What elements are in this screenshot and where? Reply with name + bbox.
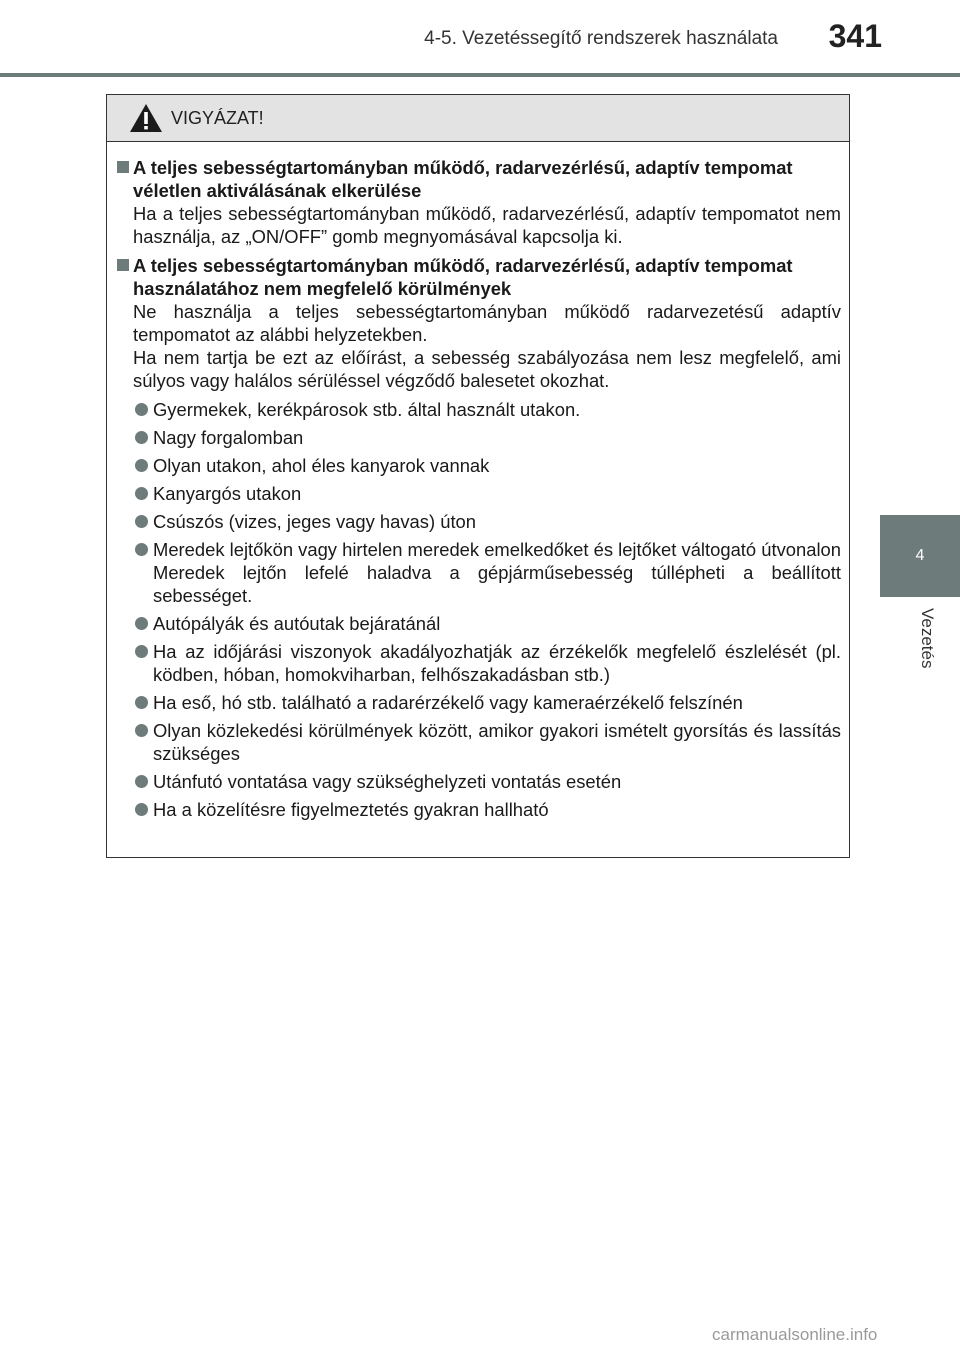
warning-box — [106, 94, 850, 858]
list-item-note: Meredek lejtőn lefelé haladva a gépjárműsebesség túllépheti a beállított sebességet. — [153, 562, 841, 606]
round-bullet-icon — [135, 543, 148, 556]
round-bullet-icon — [135, 403, 148, 416]
round-bullet-icon — [135, 803, 148, 816]
list-item — [115, 691, 841, 714]
list-item — [115, 454, 841, 477]
list-item — [115, 398, 841, 421]
round-bullet-icon — [135, 724, 148, 737]
chapter-tab-number: 4 — [915, 547, 925, 564]
list-item-text: Olyan utakon, ahol éles kanyarok vannak — [153, 455, 490, 476]
round-bullet-icon — [135, 515, 148, 528]
list-item — [115, 538, 841, 607]
square-bullet-icon — [117, 259, 129, 271]
page-number: 341 — [828, 18, 882, 54]
warning-header — [107, 95, 849, 142]
list-item — [115, 640, 841, 686]
warning-title: VIGYÁZAT! — [171, 107, 264, 128]
round-bullet-icon — [135, 645, 148, 658]
list-item — [115, 798, 841, 821]
list-item — [115, 612, 841, 635]
section-paragraph: Ha a teljes sebességtartományban működő, radarvezérlésű, adaptív tempomatot nem használja, az „ON/OFF” gomb megnyomásával kapcsolja ki. — [133, 203, 841, 247]
section-heading — [115, 254, 841, 300]
round-bullet-icon — [135, 487, 148, 500]
section-heading-text: A teljes sebességtartományban működő, radarvezérlésű, adaptív tempomat használatához nem megfelelő körülmények — [133, 255, 793, 299]
list-item-text: Gyermekek, kerékpárosok stb. által használt utakon. — [153, 399, 581, 420]
list-item-text: Kanyargós utakon — [153, 483, 302, 504]
list-item-text: Ha eső, hó stb. található a radarérzékelő vagy kameraérzékelő felszínén — [153, 692, 743, 713]
bullet-list — [115, 398, 841, 821]
section-paragraph: Ne használja a teljes sebességtartományban működő radarvezetésű adaptív tempomatot az alábbi helyzetekben. — [133, 301, 841, 345]
warning-content — [107, 142, 849, 821]
list-item-text: Csúszós (vizes, jeges vagy havas) úton — [153, 511, 477, 532]
list-item — [115, 482, 841, 505]
section-paragraph: Ha nem tartja be ezt az előírást, a sebesség szabályozása nem lesz megfelelő, ami súlyos vagy halálos sérüléssel végződő balesetet okozhat. — [133, 347, 841, 391]
list-item — [115, 719, 841, 765]
chapter-tab — [880, 515, 960, 597]
list-item — [115, 770, 841, 793]
list-item — [115, 510, 841, 533]
round-bullet-icon — [135, 775, 148, 788]
header-divider — [0, 73, 960, 77]
section-heading — [115, 156, 841, 202]
list-item — [115, 426, 841, 449]
warning-triangle-icon — [129, 103, 163, 133]
square-bullet-icon — [117, 161, 129, 173]
round-bullet-icon — [135, 617, 148, 630]
round-bullet-icon — [135, 431, 148, 444]
list-item-text: Nagy forgalomban — [153, 427, 304, 448]
page-header — [0, 0, 960, 78]
list-item-text: Utánfutó vontatása vagy szükséghelyzeti vontatás esetén — [153, 771, 622, 792]
round-bullet-icon — [135, 696, 148, 709]
round-bullet-icon — [135, 459, 148, 472]
list-item-text: Olyan közlekedési körülmények között, amikor gyakori ismételt gyorsítás és lassítás szükséges — [153, 720, 841, 764]
list-item-text: Autópályák és autóutak bejáratánál — [153, 613, 441, 634]
watermark: carmanualsonline.info — [712, 1325, 878, 1344]
list-item-text: Meredek lejtőkön vagy hirtelen meredek emelkedőket és lejtőket váltogató útvonalon — [153, 539, 842, 560]
section-heading-text: A teljes sebességtartományban működő, radarvezérlésű, adaptív tempomat véletlen aktiválásának elkerülése — [133, 157, 793, 201]
chapter-title: 4-5. Vezetéssegítő rendszerek használata — [424, 28, 778, 49]
list-item-text: Ha az időjárási viszonyok akadályozhatják az érzékelők megfelelő észlelését (pl. ködben, hóban, homokviharban, felhőszakadásban stb.) — [153, 641, 841, 685]
chapter-tab-label: Vezetés — [918, 608, 937, 669]
list-item-text: Ha a közelítésre figyelmeztetés gyakran hallható — [153, 799, 549, 820]
